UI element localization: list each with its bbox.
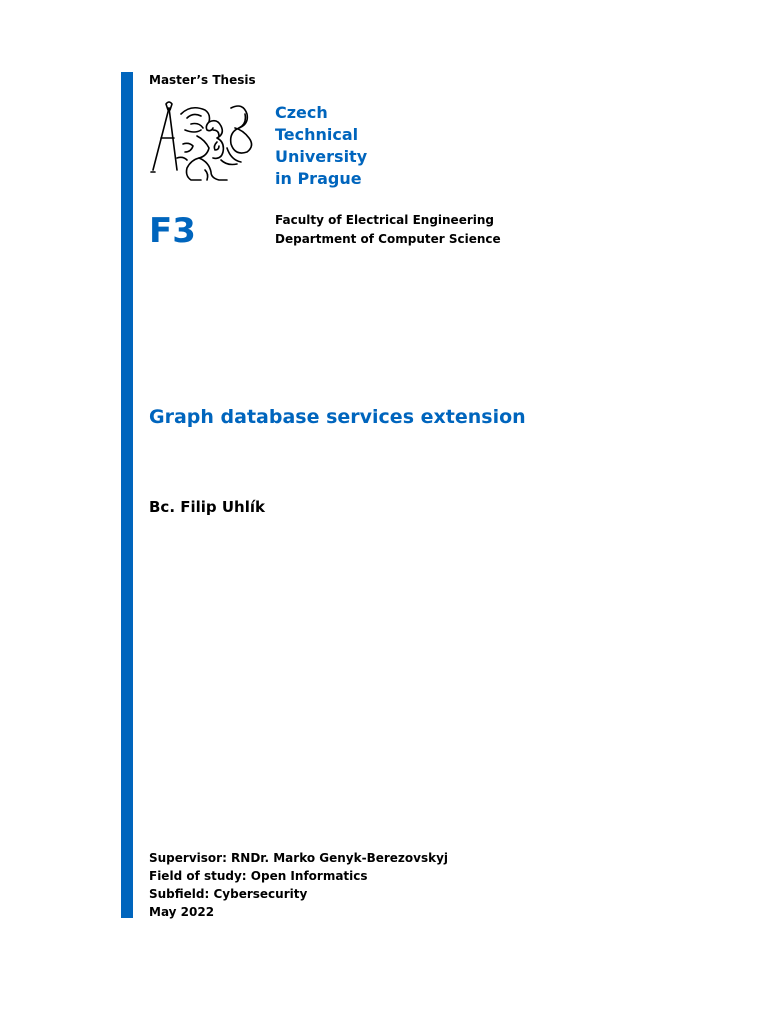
author-name: Bc. Filip Uhlík [149, 498, 265, 516]
faculty-department-block [275, 211, 501, 249]
university-name-line: in Prague [275, 169, 362, 188]
university-name [275, 102, 367, 190]
field-of-study-line: Field of study: Open Informatics [149, 869, 368, 883]
date-line: May 2022 [149, 905, 215, 919]
ctu-lion-logo-icon [147, 100, 265, 186]
university-name-line: Technical [275, 125, 359, 144]
university-name-line: Czech [275, 103, 328, 122]
supervisor-line: Supervisor: RNDr. Marko Genyk-Berezovskyj [149, 851, 449, 865]
subfield-line: Subfield: Cybersecurity [149, 887, 308, 901]
thesis-details [149, 849, 448, 921]
accent-bar [121, 72, 133, 918]
university-name-line: University [275, 147, 368, 166]
thesis-title: Graph database services extension [149, 406, 526, 428]
faculty-name: Faculty of Electrical Engineering [275, 213, 494, 227]
department-name: Department of Computer Science [275, 232, 501, 246]
faculty-code: F3 [149, 211, 196, 251]
thesis-type-label: Master’s Thesis [149, 73, 256, 87]
